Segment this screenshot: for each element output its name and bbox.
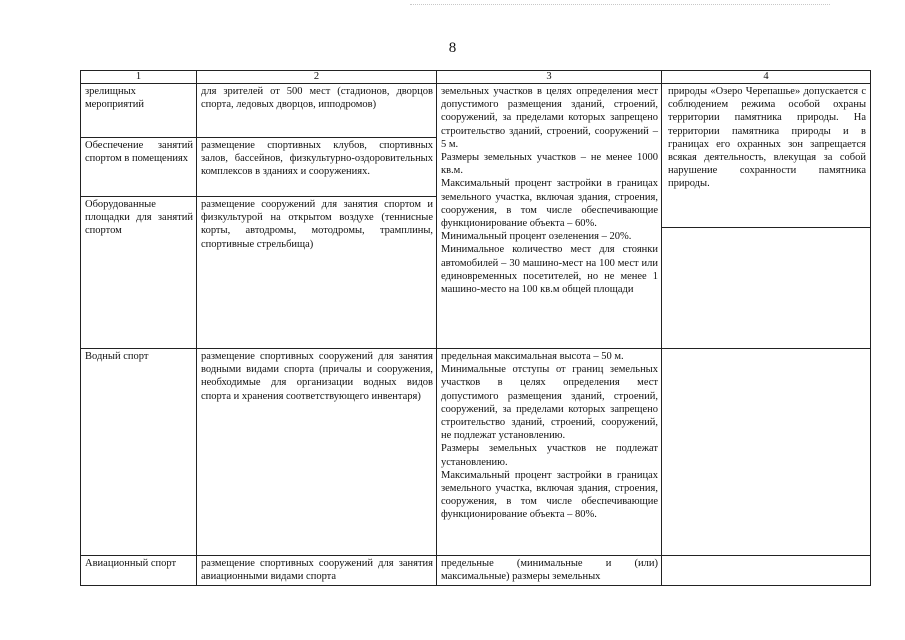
header-row	[81, 71, 871, 84]
parameter-text: предельные (минимальные и (или) максимальные) размеры земельных	[437, 556, 662, 586]
parameter-text: Максимальный процент застройки в границах земельного участка, включая здания, строения, сооружения, в том числе обеспечивающие функционирование объекта – 80%.	[441, 469, 658, 521]
parameter-text: земельных участков в целях определения мест допустимого размещения зданий, строений, сооружений, за пределами которых запрещено строительство зданий, строений, сооружений – 5 м.	[441, 86, 658, 150]
col-3-cell	[437, 349, 662, 556]
parameter-text: Минимальные отступы от границ земельных участков в целях определения мест допустимого размещения зданий, строений, сооружений, за пределами которых запрещено строительство зданий, строений, сооружений, не подлежат установлению.	[441, 364, 658, 442]
restriction-text: природы «Озеро Черепашье» допускается с соблюдением режима особой охраны территории памятника природы. На территории памятника природы и в границах его охранных зон запрещается всякая деятельность, влекущая за собой нарушение сохранности памятника природы.	[662, 84, 870, 228]
use-description: размещение спортивных сооружений для занятия авиационными видами спорта	[197, 556, 437, 586]
table-row	[81, 349, 871, 556]
use-description: размещение спортивных сооружений для занятия водными видами спорта (причалы и сооружения, необходимые для организации водных видов спорта и хранения соответствующего инвентаря)	[197, 349, 437, 556]
parameter-text: предельная максимальная высота – 50 м.	[441, 351, 624, 362]
regulations-table	[80, 70, 871, 586]
parameter-text: Минимальное количество мест для стоянки автомобилей – 30 машино-мест на 100 мест или единовременных посетителей, но не менее 1 машино-место на 100 кв.м общей площади	[441, 244, 658, 296]
col-3-cell	[437, 84, 662, 349]
use-name: Оборудованные площадки для занятий спортом	[85, 199, 193, 237]
header-col-3: 3	[437, 71, 662, 84]
parameter-text: Минимальный процент озеленения – 20%.	[441, 231, 632, 243]
use-description: размещение сооружений для занятия спортом и физкультурой на открытом воздухе (теннисные корты, автодромы, мотодромы, трамплины, спортивные стрельбища)	[201, 199, 433, 250]
use-description: для зрителей от 500 мест (стадионов, дворцов спорта, ледовых дворцов, ипподромов)	[197, 84, 436, 138]
scan-header-mark	[410, 4, 830, 8]
col-4-cell	[662, 349, 871, 556]
col-1-cell	[81, 84, 197, 349]
col-4-cell	[662, 84, 871, 349]
header-col-2: 2	[197, 71, 437, 84]
use-name: зрелищных мероприятий	[81, 84, 196, 138]
use-description: размещение спортивных клубов, спортивных залов, бассейнов, физкультурно-оздоровительных комплексов в зданиях и сооружениях.	[197, 138, 436, 197]
use-name: Обеспечение занятий спортом в помещениях	[81, 138, 196, 197]
use-name: Водный спорт	[81, 349, 197, 556]
header-col-1: 1	[81, 71, 197, 84]
table-row	[81, 556, 871, 586]
table-row	[81, 84, 871, 349]
use-name: Авиационный спорт	[81, 556, 197, 586]
parameter-text: Максимальный процент застройки в границах земельного участка, включая здания, строения, сооружения, в том числе обеспечивающие функционирование объекта – 60%.	[441, 178, 658, 230]
header-col-4: 4	[662, 71, 871, 84]
parameter-text: Размеры земельных участков – не менее 1000 кв.м.	[441, 152, 658, 177]
parameter-text: Размеры земельных участков не подлежат установлению.	[441, 443, 658, 468]
page-number: 8	[448, 40, 457, 56]
col-2-cell	[197, 84, 437, 349]
col-4-cell	[662, 556, 871, 586]
